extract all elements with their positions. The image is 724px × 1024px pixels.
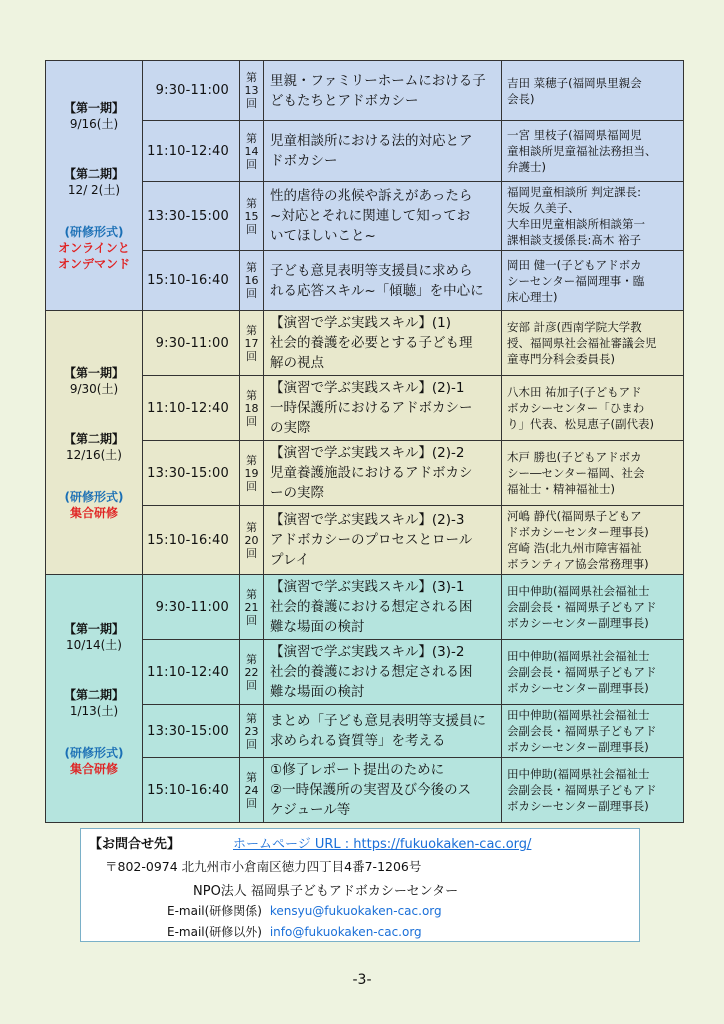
session-topic-line: ~対応とそれに関連して知ってお	[270, 208, 471, 224]
session-topic-line: 子ども意見表明等支援員に求めら	[270, 262, 473, 279]
session-lecturer-line: 宮崎 浩(北九州市障害福祉	[507, 541, 642, 555]
term-spacer	[46, 397, 142, 431]
email-training-row	[167, 902, 442, 919]
session-number-part: 第	[246, 520, 257, 534]
session-time: 15:10-16:40	[143, 506, 240, 575]
session-topic-line: 【演習で学ぶ実践スキル】(2)-3	[270, 512, 465, 528]
session-topic-line: ーの実際	[270, 485, 324, 501]
session-lecturer	[502, 376, 684, 441]
session-lecturer-line: ボカシーセンター副理事長)	[507, 740, 649, 754]
session-lecturer	[502, 506, 684, 575]
session-lecturer-line: 床心理士)	[507, 289, 558, 304]
format-label: (研修形式)	[64, 489, 124, 504]
session-topic	[264, 758, 502, 823]
session-lecturer-line: 弁護士)	[507, 160, 546, 174]
session-number-part: 回	[246, 796, 257, 810]
session-topic-line: 性的虐待の兆候や訴えがあったら	[270, 188, 473, 204]
session-number-part: 第	[246, 652, 257, 666]
session-number-part: 20	[244, 533, 259, 547]
session-topic-line: 【演習で学ぶ実践スキル】(2)-1	[270, 380, 465, 396]
session-topic-line: 社会的養護における想定される困	[270, 599, 473, 615]
session-number-part: 13	[244, 84, 259, 97]
session-lecturer-line: ボランティア協会常務理事)	[507, 557, 649, 571]
session-lecturer-line: 田中伸助(福岡県社会福祉士	[507, 649, 650, 663]
term2-label: 【第二期】	[63, 166, 124, 181]
term2-label: 【第二期】	[63, 687, 124, 702]
session-topic-line: 児童養護施設におけるアドボカシ	[270, 465, 473, 481]
session-lecturer	[502, 311, 684, 376]
format-mode: オンデマンド	[57, 256, 130, 271]
term1-date: 10/14(土)	[66, 637, 122, 652]
session-number-part: 第	[246, 711, 257, 725]
session-row	[46, 61, 684, 121]
session-number-part: 回	[246, 222, 257, 236]
format-label: (研修形式)	[64, 745, 124, 760]
session-number-part: 第	[246, 587, 257, 601]
session-lecturer-line: 田中伸助(福岡県社会福祉士	[507, 708, 650, 722]
email-other-link[interactable]: info@fukuokaken-cac.org	[269, 925, 422, 939]
session-number-part: 回	[246, 546, 257, 560]
session-topic-line: 【演習で学ぶ実践スキル】(3)-1	[270, 579, 465, 595]
term-cell	[46, 575, 143, 823]
session-topic-line: 難な場面の検討	[270, 684, 365, 700]
session-topic-line: ドボカシー	[270, 153, 338, 169]
session-lecturer-line: 福岡児童相談所 判定課長:	[507, 185, 642, 199]
session-row	[46, 575, 684, 640]
session-topic-line: 児童相談所における法的対応とア	[270, 133, 473, 149]
session-lecturer-line: 福祉士・精神福祉士)	[507, 482, 615, 496]
session-topic	[264, 441, 502, 506]
session-topic-line: いてほしいこと~	[270, 228, 376, 244]
session-number-part: 回	[246, 678, 257, 692]
term2-date: 12/ 2(土)	[67, 182, 121, 197]
session-number-part: 回	[246, 287, 257, 300]
session-time: 9:30-11:00	[143, 61, 240, 121]
format-label: (研修形式)	[64, 224, 124, 239]
homepage-link[interactable]: ホームページ URL : https://fukuokaken-cac.org/	[233, 837, 532, 852]
format-mode: オンラインと	[58, 240, 130, 255]
session-number	[240, 311, 264, 376]
session-topic	[264, 506, 502, 575]
session-number-part: 第	[246, 388, 257, 402]
session-lecturer-line: 岡田 健一(子どもアドボカ	[507, 257, 642, 272]
session-topic	[264, 640, 502, 705]
session-number-part: 22	[244, 665, 259, 679]
session-topic	[264, 182, 502, 251]
session-number-part: 第	[246, 770, 257, 784]
session-lecturer-line: 一宮 里枝子(福岡県福岡児	[507, 128, 642, 142]
session-number-part: 第	[246, 131, 257, 145]
email-training-link[interactable]: kensyu@fukuokaken-cac.org	[269, 904, 442, 918]
session-time: 13:30-15:00	[143, 182, 240, 251]
session-topic	[264, 61, 502, 121]
organization-name: NPO法人 福岡県子どもアドボカシーセンター	[193, 884, 459, 899]
session-time: 15:10-16:40	[143, 251, 240, 311]
session-lecturer-line: シー―センター福岡、社会	[507, 466, 645, 480]
session-topic-line: 社会的養護における想定される困	[270, 664, 473, 680]
session-lecturer-line: ボカシーセンター副理事長)	[507, 616, 649, 630]
session-number	[240, 705, 264, 758]
session-lecturer	[502, 61, 684, 121]
contact-address: 〒802-0974 北九州市小倉南区徳力四丁目4番7-1206号	[105, 859, 422, 874]
session-time: 11:10-12:40	[143, 121, 240, 182]
session-number-part: 17	[244, 336, 259, 350]
term2-date: 12/16(土)	[66, 447, 122, 462]
term1-date: 9/30(土)	[69, 381, 119, 396]
email-training-label: E-mail(研修関係)	[167, 904, 262, 918]
session-topic-line: ②一時保護所の実習及び今後のス	[270, 782, 472, 798]
session-topic-line: 里親・ファミリーホームにおける子	[270, 72, 486, 89]
session-lecturer-line: り」代表、松見恵子(副代表)	[507, 417, 654, 431]
session-lecturer-line: 童相談所児童福祉法務担当、	[507, 144, 657, 158]
format-mode: 集合研修	[69, 505, 118, 520]
session-topic	[264, 376, 502, 441]
session-time: 11:10-12:40	[143, 376, 240, 441]
session-lecturer-line: 田中伸助(福岡県社会福祉士	[507, 584, 650, 598]
session-lecturer-line: ボカシーセンター副理事長)	[507, 681, 649, 695]
term-cell	[46, 61, 143, 311]
session-number-part: 19	[244, 466, 259, 480]
session-number-part: 回	[246, 737, 257, 751]
session-time: 11:10-12:40	[143, 640, 240, 705]
session-row	[46, 311, 684, 376]
session-number-part: 回	[246, 157, 257, 171]
session-number-part: 回	[246, 97, 257, 110]
session-lecturer	[502, 705, 684, 758]
session-number	[240, 376, 264, 441]
session-number	[240, 575, 264, 640]
session-lecturer-line: 河嶋 静代(福岡県子どもア	[507, 509, 642, 523]
email-other-label: E-mail(研修以外)	[167, 925, 262, 939]
session-lecturer-line: シーセンター福岡理事・臨	[507, 273, 645, 288]
session-time: 15:10-16:40	[143, 758, 240, 823]
session-lecturer-line: 八木田 祐加子(子どもアド	[507, 385, 642, 399]
session-time: 13:30-15:00	[143, 705, 240, 758]
term2-label: 【第二期】	[63, 431, 124, 446]
session-lecturer-line: 会長)	[507, 91, 535, 106]
term-cell	[46, 311, 143, 575]
term-spacer	[46, 132, 142, 166]
session-topic	[264, 705, 502, 758]
session-number-part: 21	[244, 600, 259, 614]
session-lecturer-line: 大牟田児童相談所相談第一	[507, 217, 645, 231]
session-topic-line: 求められる資質等」を考える	[270, 733, 446, 749]
session-topic-line: プレイ	[270, 552, 310, 568]
term1-label: 【第一期】	[63, 100, 124, 115]
session-number	[240, 640, 264, 705]
session-lecturer-line: 会副会長・福岡県子どもアド	[507, 783, 657, 797]
session-lecturer	[502, 121, 684, 182]
session-lecturer-line: 会副会長・福岡県子どもアド	[507, 600, 657, 614]
session-lecturer-line: 会副会長・福岡県子どもアド	[507, 665, 657, 679]
session-lecturer	[502, 441, 684, 506]
session-topic-line: 【演習で学ぶ実践スキル】(1)	[270, 315, 451, 331]
term2-date: 1/13(土)	[69, 703, 119, 718]
session-lecturer-line: 課相談支援係長:髙木 裕子	[507, 233, 642, 247]
session-topic	[264, 251, 502, 311]
schedule-table	[45, 60, 684, 823]
term-spacer	[46, 653, 142, 687]
session-number	[240, 251, 264, 311]
contact-box	[80, 828, 640, 942]
session-number-part: 15	[244, 209, 259, 223]
session-number-part: 第	[246, 453, 257, 467]
session-lecturer-line: 木戸 勝也(子どもアドボカ	[507, 450, 642, 464]
session-lecturer	[502, 758, 684, 823]
session-number	[240, 758, 264, 823]
session-lecturer	[502, 182, 684, 251]
session-lecturer-line: ボカシーセンター副理事長)	[507, 799, 649, 813]
page-number: -3-	[352, 972, 372, 988]
session-number-part: 第	[246, 71, 257, 84]
session-number-part: 回	[246, 613, 257, 627]
session-lecturer-line: 童専門分科会委員長)	[507, 352, 615, 366]
session-topic	[264, 311, 502, 376]
session-topic-line: 解の視点	[270, 355, 324, 371]
session-time: 9:30-11:00	[143, 575, 240, 640]
session-number	[240, 182, 264, 251]
session-lecturer	[502, 251, 684, 311]
session-number-part: 第	[246, 323, 257, 337]
session-number	[240, 121, 264, 182]
session-lecturer	[502, 640, 684, 705]
contact-title: 【お問合せ先】	[89, 837, 181, 852]
session-topic-line: どもたちとアドボカシー	[270, 92, 419, 109]
session-time: 13:30-15:00	[143, 441, 240, 506]
session-topic-line: の実際	[270, 420, 311, 436]
session-number-part: 18	[244, 401, 259, 415]
session-topic-line: れる応答スキル~「傾聴」を中心に	[270, 282, 484, 299]
email-other-row	[167, 923, 422, 940]
session-lecturer	[502, 575, 684, 640]
session-number-part: 23	[244, 724, 259, 738]
session-lecturer-line: ボカシーセンター「ひまわ	[507, 401, 645, 415]
session-topic-line: ①修了レポート提出のために	[270, 762, 445, 778]
term1-label: 【第一期】	[63, 365, 124, 380]
session-topic-line: 社会的養護を必要とする子ども理	[270, 335, 473, 351]
session-number-part: 24	[244, 783, 259, 797]
session-topic-line: まとめ「子ども意見表明等支援員に	[270, 713, 486, 729]
session-topic	[264, 121, 502, 182]
session-number-part: 回	[246, 479, 257, 493]
session-lecturer-line: 吉田 菜穂子(福岡県里親会	[507, 75, 642, 90]
session-topic-line: 一時保護所におけるアドボカシー	[270, 400, 473, 416]
session-number-part: 14	[244, 144, 259, 158]
format-mode: 集合研修	[69, 761, 118, 776]
session-topic-line: 難な場面の検討	[270, 619, 365, 635]
session-number-part: 16	[244, 274, 259, 287]
session-lecturer-line: ドボカシーセンター理事長)	[507, 525, 649, 539]
term1-label: 【第一期】	[63, 621, 124, 636]
session-time: 9:30-11:00	[143, 311, 240, 376]
session-lecturer-line: 授、福岡県社会福祉審議会児	[507, 336, 657, 350]
session-number-part: 回	[246, 414, 257, 428]
session-lecturer-line: 安部 計彦(西南学院大学教	[507, 320, 642, 334]
session-lecturer-line: 会副会長・福岡県子どもアド	[507, 724, 657, 738]
session-topic	[264, 575, 502, 640]
session-number-part: 第	[246, 196, 257, 210]
session-number-part: 第	[246, 261, 257, 274]
session-number	[240, 61, 264, 121]
session-topic-line: ケジュール等	[270, 802, 351, 818]
session-number	[240, 506, 264, 575]
session-number-part: 回	[246, 349, 257, 363]
session-lecturer-line: 矢坂 久美子、	[507, 201, 580, 215]
session-topic-line: アドボカシーのプロセスとロール	[270, 532, 473, 548]
session-topic-line: 【演習で学ぶ実践スキル】(3)-2	[270, 644, 465, 660]
term1-date: 9/16(土)	[69, 116, 119, 131]
session-topic-line: 【演習で学ぶ実践スキル】(2)-2	[270, 445, 465, 461]
session-lecturer-line: 田中伸助(福岡県社会福祉士	[507, 767, 650, 781]
session-number	[240, 441, 264, 506]
